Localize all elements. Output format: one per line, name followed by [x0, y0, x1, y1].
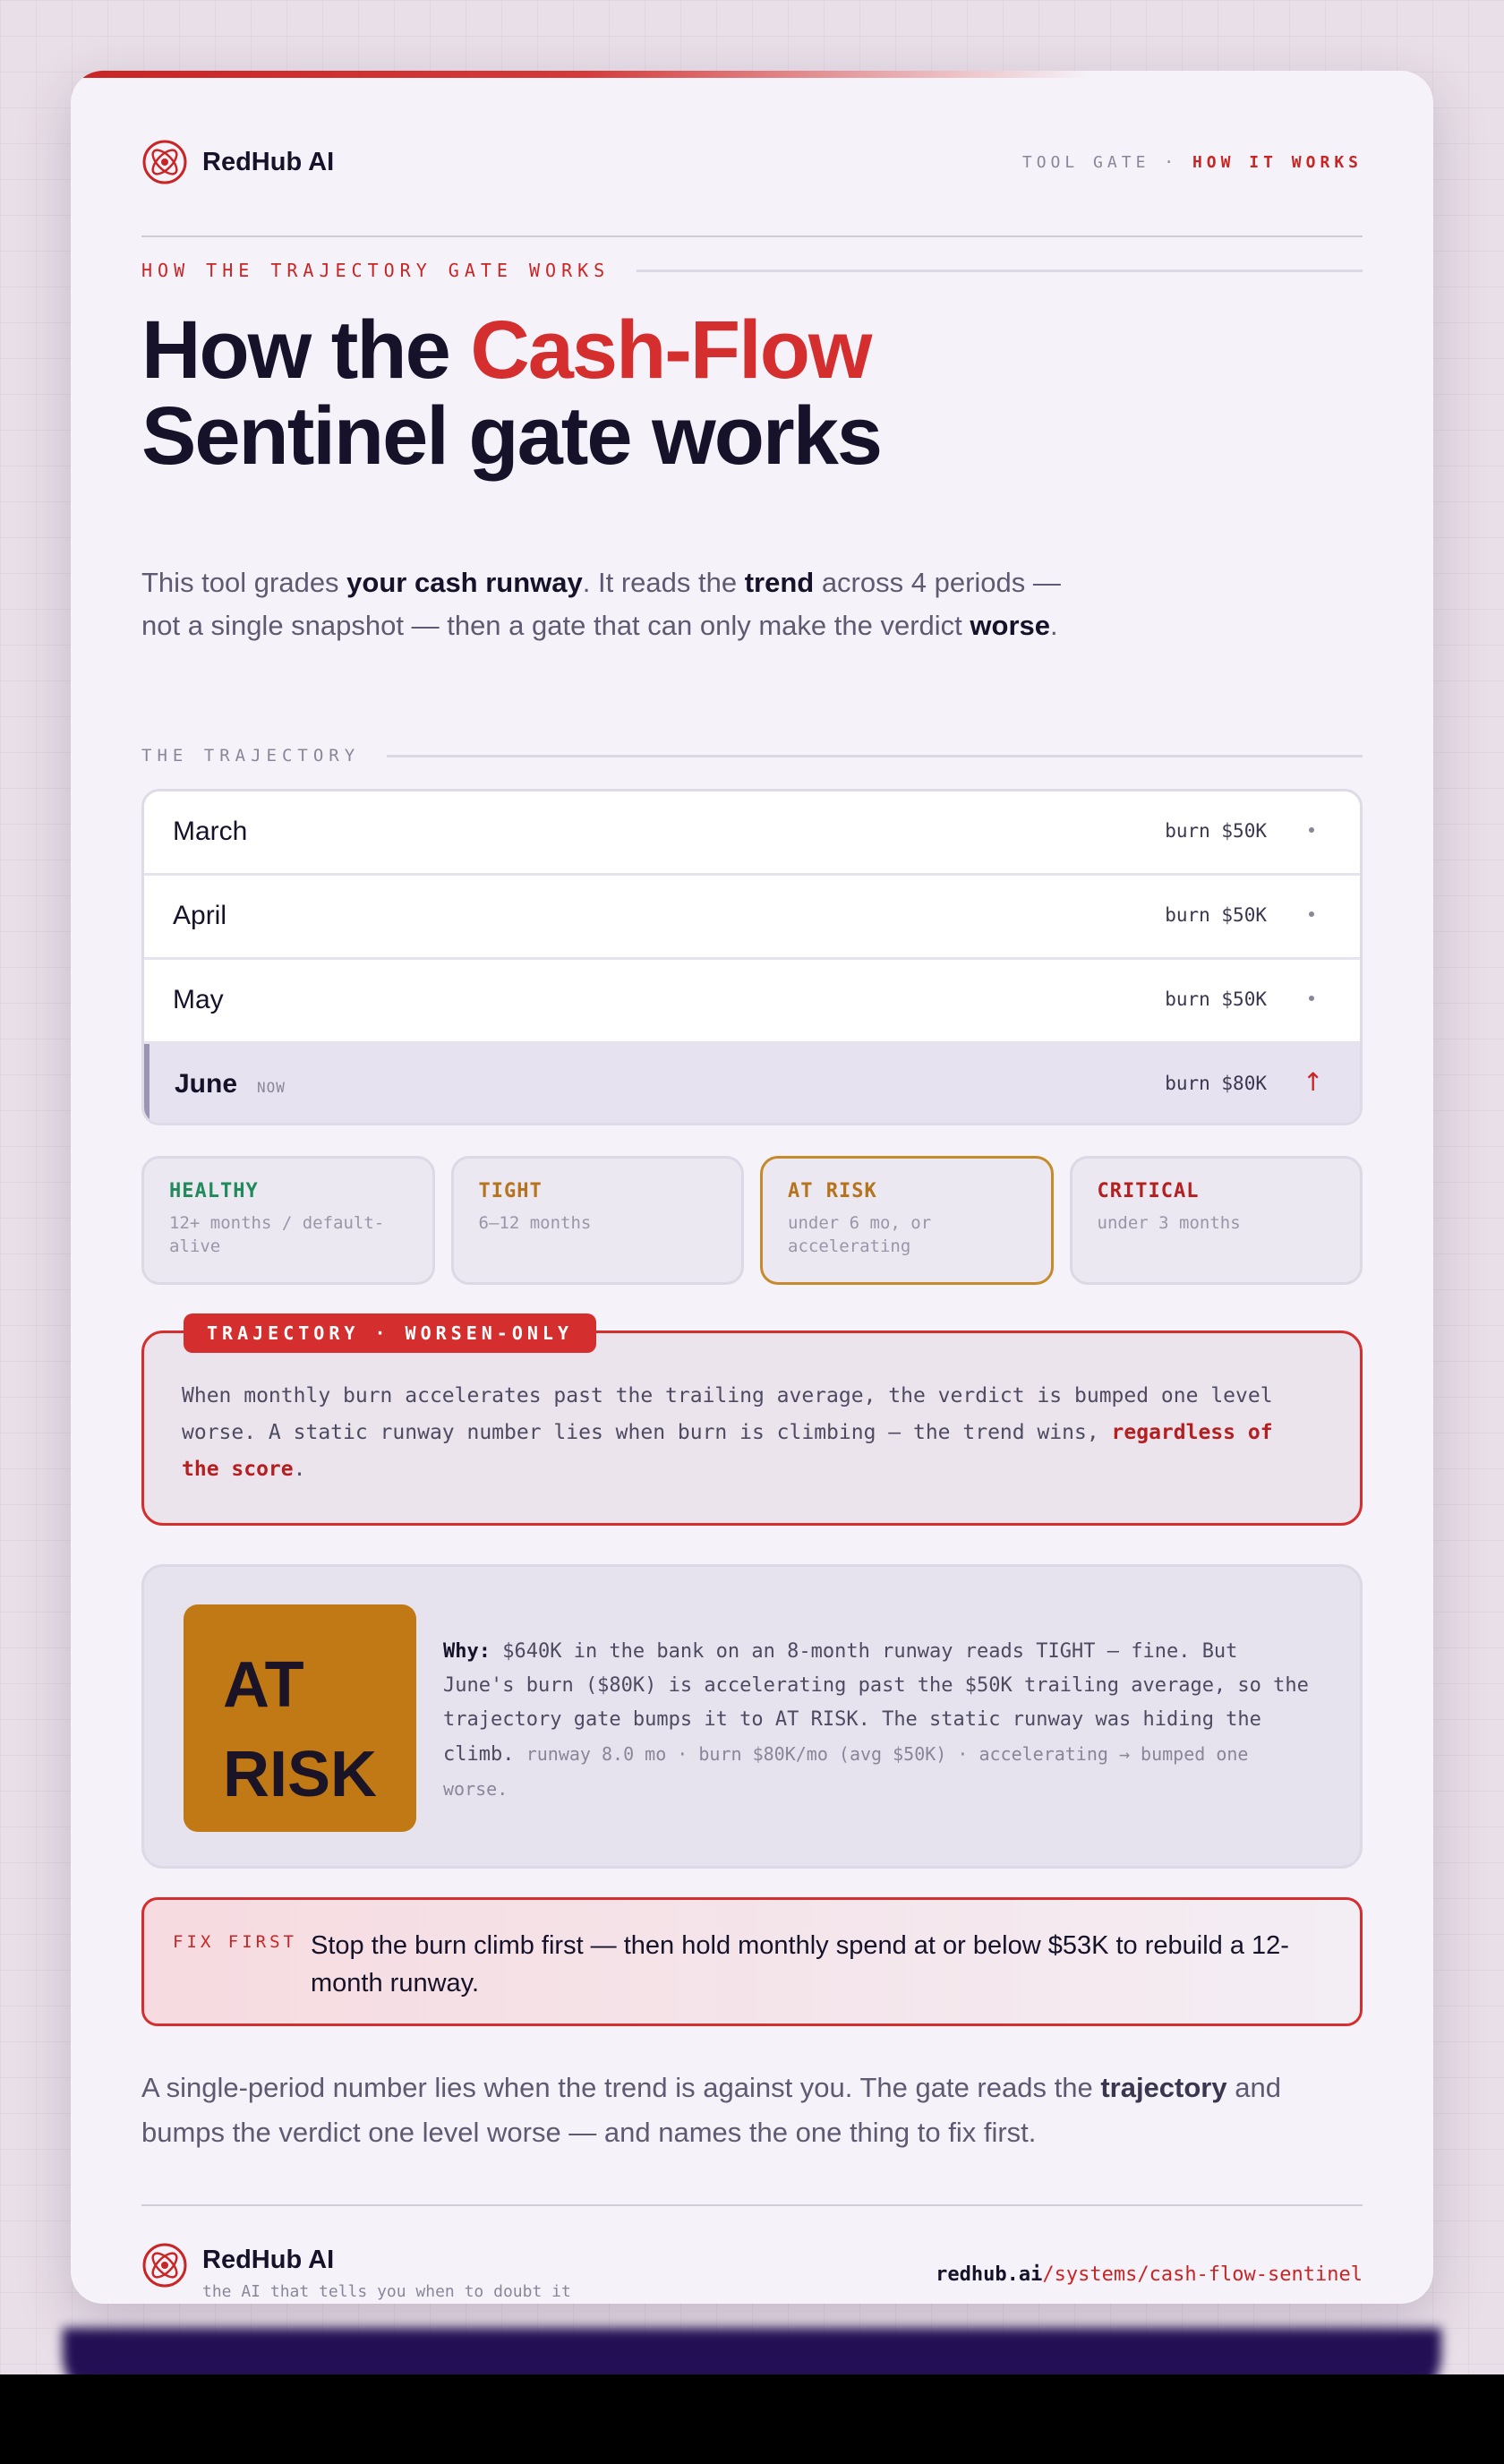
- callout-tag: TRAJECTORY · WORSEN-ONLY: [184, 1313, 596, 1353]
- nav-tool-gate[interactable]: TOOL GATE: [1021, 153, 1150, 172]
- redhub-logo-icon: [141, 139, 188, 185]
- callout-text: When monthly burn accelerates past the trailing average, the verdict is bumped one level worse. A static runway number lies when burn is climbing — the trend wins,: [182, 1384, 1273, 1444]
- page-title: [141, 304, 1363, 482]
- fix-first-panel: [141, 1897, 1363, 2026]
- eyebrow: HOW THE TRAJECTORY GATE WORKS: [141, 260, 611, 281]
- steady-dot-icon: [1303, 903, 1320, 925]
- month-label: April: [173, 901, 227, 930]
- title-part2: Sentinel gate works: [141, 390, 882, 482]
- footer-brand-text: [202, 2242, 571, 2301]
- summary-text: A single-period number lies when the trend is against you. The gate reads the: [141, 2072, 1101, 2103]
- brand-name: RedHub AI: [202, 147, 335, 176]
- month-name: June: [175, 1069, 238, 1099]
- trajectory-heading: THE TRAJECTORY: [141, 746, 361, 766]
- verdict-badge: [184, 1604, 416, 1832]
- level-desc: 6–12 months: [478, 1213, 592, 1233]
- steady-dot-icon: [1303, 987, 1320, 1009]
- level-name: CRITICAL: [1097, 1180, 1200, 1202]
- burn-value: burn $50K: [1165, 988, 1267, 1010]
- summary-paragraph: [141, 2066, 1363, 2155]
- level-name: AT RISK: [788, 1180, 877, 1202]
- level-desc: under 3 months: [1097, 1213, 1241, 1233]
- worsen-only-callout: [141, 1322, 1363, 1526]
- now-badge: NOW: [257, 1079, 286, 1096]
- title-accent: Cash-Flow: [470, 304, 871, 396]
- card-accent-bar: [71, 71, 1091, 78]
- summary-bold: trajectory: [1100, 2072, 1227, 2103]
- verdict-line2: RISK: [223, 1739, 378, 1810]
- lede-bold: your cash runway: [346, 567, 583, 598]
- nav-separator: ·: [1164, 153, 1179, 172]
- bottom-bar: [0, 2374, 1504, 2464]
- lede-bold: trend: [744, 567, 815, 598]
- intro-paragraph: [141, 561, 1072, 647]
- level-critical: [1070, 1156, 1363, 1285]
- trajectory-row-may: [144, 960, 1360, 1044]
- trajectory-row-april: [144, 876, 1360, 960]
- month-label: [175, 1069, 286, 1099]
- url-domain: redhub.ai: [936, 2263, 1043, 2286]
- footer-brand-name: RedHub AI: [202, 2246, 335, 2274]
- level-desc: 12+ months / default-alive: [169, 1213, 385, 1256]
- lede-text: across 4 periods — not a single snapshot — then a gate that can only make the verdict: [141, 567, 1061, 641]
- verdict-panel: [141, 1564, 1363, 1869]
- runway-levels: [141, 1156, 1363, 1285]
- lede-text: .: [1050, 610, 1058, 641]
- eyebrow-row: [141, 257, 1363, 284]
- nav-how-it-works[interactable]: HOW IT WORKS: [1192, 153, 1363, 172]
- callout-emphasis: regardless of the score: [182, 1421, 1273, 1481]
- footer-url-link[interactable]: [936, 2263, 1363, 2286]
- verdict-meta: runway 8.0 mo · burn $80K/mo (avg $50K) · accelerating → bumped one worse.: [443, 1743, 1249, 1800]
- burn-value: burn $50K: [1165, 904, 1267, 926]
- title-part1: How the: [141, 304, 471, 396]
- level-tight: [451, 1156, 745, 1285]
- burn-value: burn $80K: [1165, 1073, 1267, 1094]
- lede-bold: worse: [970, 610, 1051, 641]
- summary-text: and bumps the verdict one level worse — and names the one thing to fix first.: [141, 2072, 1281, 2148]
- trajectory-row-june: [144, 1044, 1360, 1125]
- verdict-line1: AT: [223, 1649, 304, 1721]
- lede-text: This tool grades: [141, 567, 347, 598]
- fix-first-text: Stop the burn climb first — then hold monthly spend at or below $53K to rebuild a 12-month runway.: [311, 1931, 1289, 1998]
- trajectory-row-march: [144, 791, 1360, 876]
- trajectory-list: [141, 789, 1363, 1125]
- section-divider: [387, 755, 1363, 757]
- level-name: HEALTHY: [169, 1180, 259, 1202]
- why-text: $640K in the bank on an 8-month runway reads TIGHT — fine. But June's burn ($80K) is accelerating past the $50K trailing average, so the trajectory gate bumps it to AT RISK. The static runway was hiding the climb.: [443, 1640, 1309, 1766]
- footer: [141, 2204, 1363, 2304]
- month-label: May: [173, 985, 224, 1014]
- redhub-logo-icon: [141, 2242, 188, 2289]
- arrow-up-icon: ↑: [1303, 1067, 1324, 1097]
- eyebrow-divider: [637, 270, 1363, 272]
- callout-text: .: [293, 1458, 306, 1481]
- month-label: March: [173, 817, 248, 846]
- brand[interactable]: [141, 139, 334, 185]
- burn-value: burn $50K: [1165, 820, 1267, 842]
- why-label: Why:: [443, 1640, 491, 1663]
- callout-body: [182, 1378, 1315, 1488]
- top-nav: [1022, 153, 1363, 172]
- url-path: /systems/cash-flow-sentinel: [1042, 2263, 1363, 2286]
- steady-dot-icon: [1303, 818, 1320, 841]
- level-name: TIGHT: [478, 1180, 543, 1202]
- footer-brand[interactable]: [141, 2242, 571, 2301]
- fix-first-label: FIX FIRST: [173, 1932, 297, 1952]
- lede-text: . It reads the: [582, 567, 745, 598]
- level-at-risk: [760, 1156, 1054, 1285]
- level-healthy: [141, 1156, 435, 1285]
- footer-tagline: the AI that tells you when to doubt it: [202, 2282, 571, 2301]
- trajectory-heading-row: [141, 742, 1363, 769]
- level-desc: under 6 mo, or accelerating: [788, 1213, 932, 1256]
- header: [141, 139, 1363, 237]
- verdict-explanation: [443, 1635, 1320, 1807]
- info-card: [71, 71, 1433, 2304]
